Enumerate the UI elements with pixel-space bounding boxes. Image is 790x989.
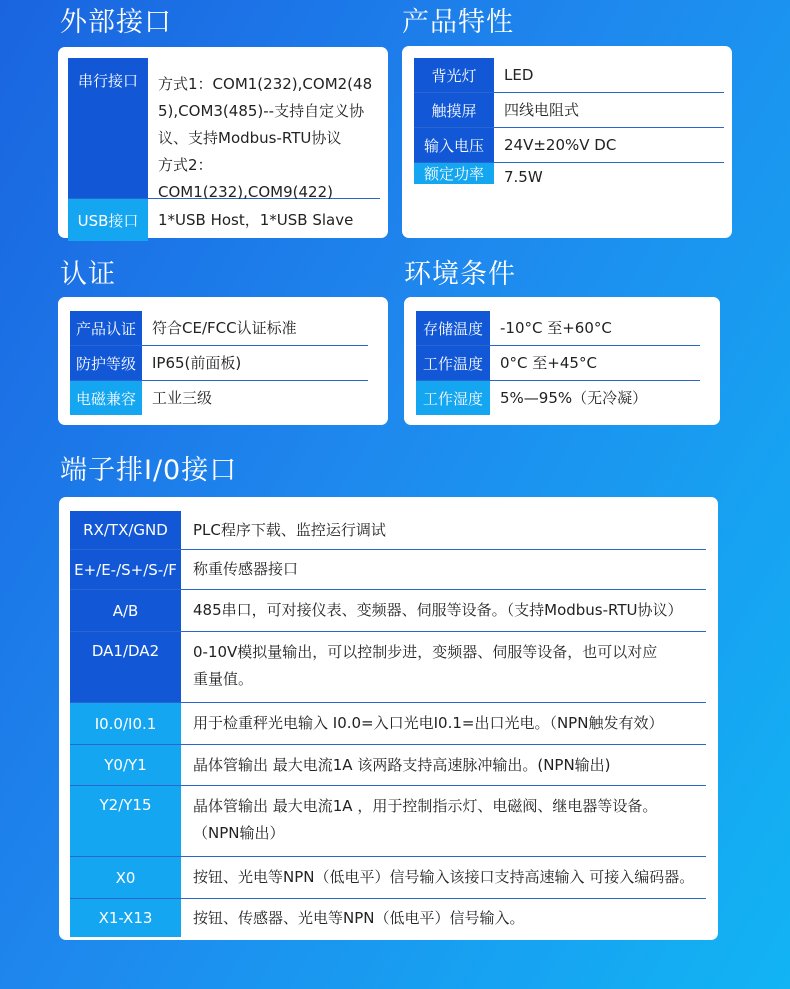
section-title-product-features: 产品特性 (402, 7, 514, 38)
io-label: X1-X13 (70, 899, 181, 937)
spec-row (414, 128, 724, 163)
terminal-io-card (59, 497, 718, 940)
io-value: 用于检重秤光电输入 I0.0=入口光电I0.1=出口光电。（NPN触发有效） (193, 714, 664, 732)
spec-row (416, 311, 700, 346)
spec-value: 工业三级 (152, 388, 213, 407)
spec-label: 额定功率 (414, 163, 494, 184)
io-value: PLC程序下载、监控运行调试 (193, 520, 386, 539)
io-value-line: 晶体管输出 最大电流1A ，用于控制指示灯、电磁阀、继电器等设备。 (193, 797, 658, 815)
spec-value: 符合CE/FCC认证标准 (152, 318, 297, 337)
spec-value (148, 58, 380, 201)
io-value (181, 786, 706, 856)
spec-value-line: 方式2：COM1(232),COM9(422) (158, 156, 333, 201)
io-label: X0 (70, 857, 181, 898)
spec-value-line: 方式1：COM1(232),COM2(48 (158, 75, 373, 93)
io-value: 按钮、传感器、光电等NPN（低电平）信号输入。 (193, 908, 525, 927)
io-row-y0 (70, 745, 706, 786)
section-title-external-interface: 外部接口 (60, 7, 172, 38)
io-value: 按钮、光电等NPN（低电平）信号输入该接口支持高速输入 可接入编码器。 (193, 868, 695, 886)
spec-value: 四线电阻式 (504, 100, 580, 119)
section-title-environment: 环境条件 (404, 259, 516, 290)
spec-row (414, 58, 724, 93)
spec-value: IP65(前面板) (152, 353, 242, 372)
spec-value: 0°C 至+45°C (500, 353, 597, 372)
spec-row (414, 93, 724, 128)
spec-row (70, 346, 368, 381)
io-value: 称重传感器接口 (193, 560, 299, 578)
product-features-card (402, 46, 732, 238)
io-label: RX/TX/GND (70, 511, 181, 549)
spec-label: 输入电压 (414, 128, 494, 162)
spec-row (416, 381, 700, 415)
section-title-certification: 认证 (60, 259, 116, 290)
spec-label: 背光灯 (414, 58, 494, 92)
spec-label: 串行接口 (68, 58, 148, 198)
io-value (181, 632, 706, 702)
io-label: A/B (70, 590, 181, 631)
io-label: Y0/Y1 (70, 745, 181, 785)
spec-value: 24V±20%V DC (504, 135, 617, 154)
spec-row (70, 381, 368, 415)
spec-value-line: 5),COM3(485)--支持自定义协 (158, 102, 365, 120)
spec-value: 1*USB Host，1*USB Slave (158, 210, 354, 229)
spec-label: 工作湿度 (416, 381, 490, 415)
spec-value: 7.5W (504, 168, 543, 186)
io-row-x0 (70, 857, 706, 899)
io-value: 晶体管输出 最大电流1A 该两路支持高速脉冲输出。(NPN输出) (193, 755, 611, 774)
io-label: I0.0/I0.1 (70, 703, 181, 744)
spec-row (70, 311, 368, 346)
io-value-line: 0-10V模拟量输出，可以控制步进，变频器、伺服等设备，也可以对应 (193, 643, 658, 661)
spec-label: 产品认证 (70, 311, 142, 345)
certification-card (58, 297, 388, 425)
io-value: 485串口，可对接仪表、变频器、伺服等设备。（支持Modbus-RTU协议） (193, 601, 683, 619)
io-row-i0 (70, 703, 706, 745)
section-title-terminal-io: 端子排I/0接口 (60, 455, 238, 486)
spec-value-line: 议、支持Modbus-RTU协议 (158, 129, 342, 147)
spec-row (414, 163, 724, 197)
external-interface-card (58, 47, 388, 238)
spec-value: 5%—95%（无冷凝） (500, 388, 648, 407)
io-label: Y2/Y15 (70, 786, 181, 856)
spec-value: LED (504, 65, 534, 84)
io-value-line: （NPN输出） (193, 824, 285, 842)
io-row-a-b (70, 590, 706, 632)
environment-card (404, 297, 720, 425)
spec-row-serial (68, 58, 380, 199)
io-label: E+/E-/S+/S-/F (70, 550, 181, 589)
spec-row (416, 346, 700, 381)
io-value-line: 重量值。 (193, 670, 254, 688)
io-row-x1-x13 (70, 899, 706, 937)
spec-row-usb (68, 199, 380, 241)
io-row-da (70, 632, 706, 703)
spec-label: 防护等级 (70, 346, 142, 380)
spec-label: 工作温度 (416, 346, 490, 380)
spec-label: 存储温度 (416, 311, 490, 345)
spec-label: 电磁兼容 (70, 381, 142, 415)
io-label: DA1/DA2 (70, 632, 181, 702)
io-row-y2 (70, 786, 706, 857)
spec-label: 触摸屏 (414, 93, 494, 127)
spec-label: USB接口 (68, 199, 148, 241)
spec-value: -10°C 至+60°C (500, 318, 612, 337)
io-row-rx-tx-gnd (70, 511, 706, 550)
io-row-load-cell (70, 550, 706, 590)
